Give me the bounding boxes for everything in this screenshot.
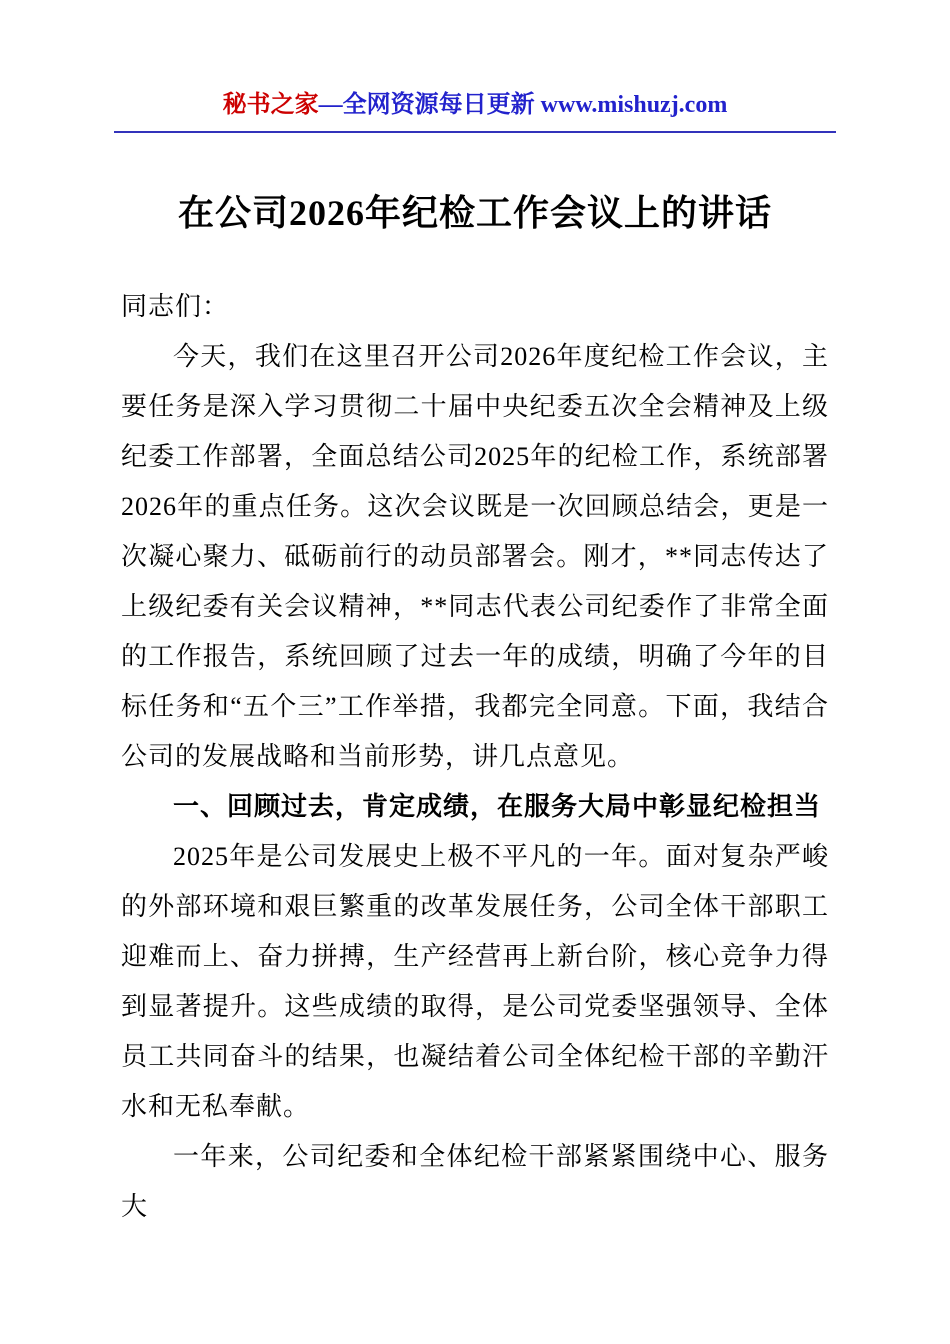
paragraph: 今天，我们在这里召开公司2026年度纪检工作会议，主要任务是深入学习贯彻二十届中央纪委五次全会精神及上级纪委工作部署，全面总结公司2025年的纪检工作，系统部署2026年的重点任务。这次会议既是一次回顾总结会，更是一次凝心聚力、砥砺前行的动员部署会。刚才，**同志传达了上级纪委有关会议精神，**同志代表公司纪委作了非常全面的工作报告，系统回顾了过去一年的成绩，明确了今年的目标任务和“五个三”工作举措，我都完全同意。下面，我结合公司的发展战略和当前形势，讲几点意见。 (121, 342, 829, 771)
salutation-line: 同志们： (121, 292, 230, 321)
tagline-text: —全网资源每日更新 (318, 92, 541, 118)
paragraph: 2025年是公司发展史上极不平凡的一年。面对复杂严峻的外部环境和艰巨繁重的改革发展任务，公司全体干部职工迎难而上、奋力拼搏，生产经营再上新台阶，核心竞争力得到显著提升。这些成绩的取得，是公司党委坚强领导、全体员工共同奋斗的结果，也凝结着公司全体纪检干部的辛勤汗水和无私奉献。 (121, 842, 829, 1121)
document-body (121, 282, 829, 1232)
page-header (114, 0, 836, 133)
paragraph: 一年来，公司纪委和全体纪检干部紧紧围绕中心、服务大 (121, 1142, 829, 1221)
brand-text: 秘书之家 (222, 92, 319, 118)
site-url-link[interactable]: www.mishuzj.com (540, 92, 728, 118)
section-heading: 一、回顾过去，肯定成绩，在服务大局中彰显纪检担当 (173, 792, 822, 821)
document-title: 在公司2026年纪检工作会议上的讲话 (177, 193, 772, 233)
